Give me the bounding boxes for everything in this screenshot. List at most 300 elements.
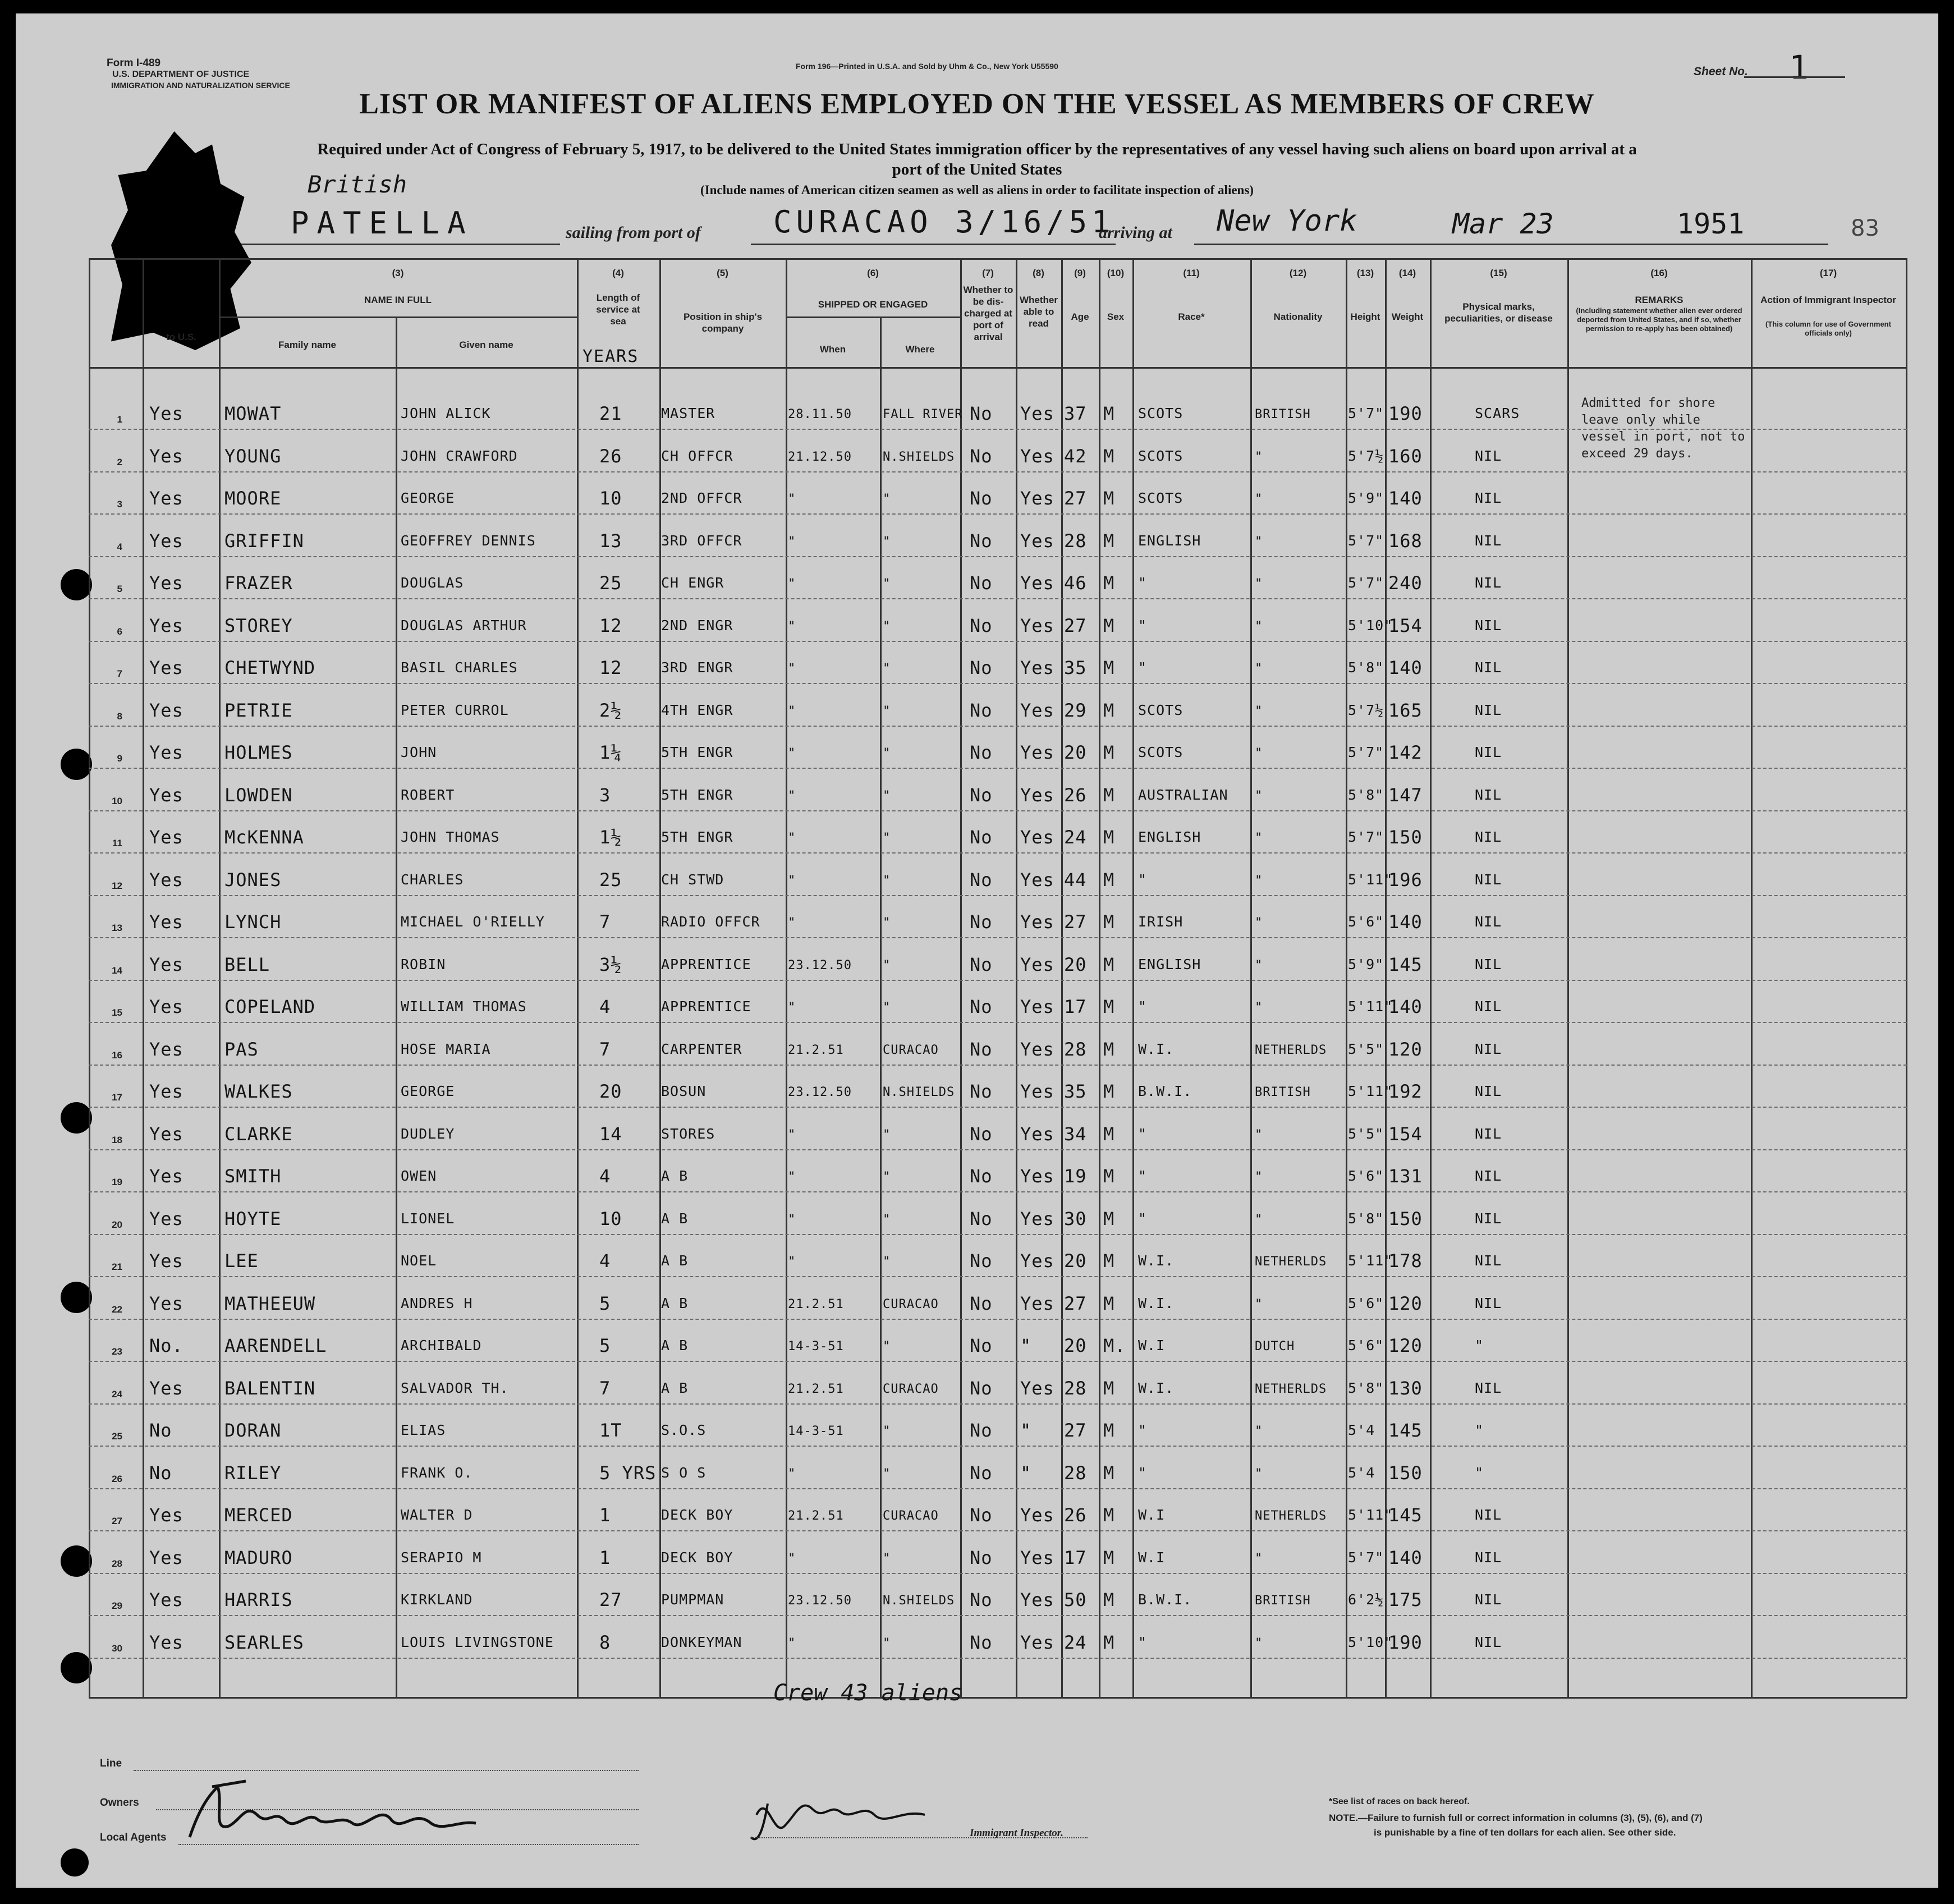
inspector-label: Immigrant Inspector. xyxy=(970,1827,1063,1839)
cell-wt: 150 xyxy=(1388,827,1423,848)
cell-years: 20 xyxy=(599,1081,622,1102)
cell-nat: BRITISH xyxy=(1255,407,1311,421)
row-number: 26 xyxy=(112,1473,122,1484)
inspector-signature xyxy=(745,1781,947,1848)
cell-age: 27 xyxy=(1064,488,1087,509)
cell-where: " xyxy=(883,873,891,888)
sheet-number: 1 xyxy=(1789,48,1809,86)
cell-marks: NIL xyxy=(1475,1210,1502,1227)
col-border xyxy=(786,258,787,1698)
cell-ht: 5'10" xyxy=(1348,617,1393,634)
races-note: *See list of races on back hereof. xyxy=(1329,1797,1470,1806)
cell-read: Yes xyxy=(1020,996,1054,1017)
cell-nat: " xyxy=(1255,788,1263,803)
cell-given: MICHAEL O'RIELLY xyxy=(401,914,545,930)
cell-nat: NETHERLDS xyxy=(1255,1509,1327,1523)
row-rule xyxy=(89,726,1907,727)
family-name-header: Family name xyxy=(278,339,336,350)
cell-wt: 150 xyxy=(1388,1462,1423,1484)
cell-ht: 5'7" xyxy=(1348,532,1384,549)
cell-years: 7 xyxy=(599,911,611,933)
cell-read: Yes xyxy=(1020,1038,1054,1060)
cell-read: Yes xyxy=(1020,784,1054,806)
cell-years: 1¼ xyxy=(599,742,622,763)
cell-years: 10 xyxy=(599,488,622,509)
cell-us: Yes xyxy=(149,1504,184,1526)
row-number: 27 xyxy=(112,1516,122,1526)
cell-where: " xyxy=(883,619,891,634)
cell-ht: 5'6" xyxy=(1348,1295,1384,1311)
read-header: Whether able to read xyxy=(1020,295,1058,329)
row-rule xyxy=(89,1065,1907,1066)
cell-age: 34 xyxy=(1064,1123,1087,1145)
cell-pos: S.O.S xyxy=(661,1422,707,1438)
col-border xyxy=(1250,258,1252,1698)
cell-where: " xyxy=(883,704,891,718)
cell-read: Yes xyxy=(1020,953,1054,975)
punch-hole xyxy=(61,1545,92,1577)
remarks-header: REMARKS xyxy=(1635,295,1684,305)
row-rule xyxy=(89,1022,1907,1023)
cell-age: 20 xyxy=(1064,953,1087,975)
cell-ht: 5'8" xyxy=(1348,1210,1384,1227)
row-number: 7 xyxy=(117,668,122,679)
cell-years: 1 xyxy=(599,1504,611,1526)
cell-where: " xyxy=(883,662,891,676)
row-rule xyxy=(89,1361,1907,1362)
cell-ht: 5'4 xyxy=(1348,1422,1375,1438)
agent-signature xyxy=(178,1770,493,1854)
cell-given: ANDRES H xyxy=(401,1295,473,1311)
cell-ht: 5'6" xyxy=(1348,1337,1384,1354)
cell-marks: NIL xyxy=(1475,1252,1502,1269)
col-border xyxy=(1906,258,1907,1698)
cell-when: " xyxy=(788,1127,796,1142)
cell-dis: No xyxy=(970,911,993,933)
row-number: 14 xyxy=(112,965,122,976)
cell-given: OWEN xyxy=(401,1168,437,1184)
race-header: Race* xyxy=(1178,311,1205,322)
row-rule xyxy=(89,980,1907,981)
cell-marks: NIL xyxy=(1475,914,1502,930)
agents-label: Local Agents xyxy=(100,1832,167,1843)
cell-read: Yes xyxy=(1020,1166,1054,1187)
cell-race: " xyxy=(1138,1464,1148,1481)
cell-sex: M xyxy=(1103,1166,1115,1187)
cell-age: 28 xyxy=(1064,1462,1087,1484)
cell-family: MATHEEUW xyxy=(224,1292,316,1314)
cell-ht: 5'7" xyxy=(1348,1549,1384,1566)
row-rule xyxy=(89,1530,1907,1531)
cell-sex: M xyxy=(1103,1250,1115,1272)
cell-read: Yes xyxy=(1020,530,1054,552)
cell-us: Yes xyxy=(149,1081,184,1102)
cell-sex: M xyxy=(1103,1504,1115,1526)
row-rule xyxy=(89,1615,1907,1616)
cell-years: 5 xyxy=(599,1335,611,1356)
cell-family: MOORE xyxy=(224,488,282,509)
cell-where: " xyxy=(883,577,891,591)
cell-marks: NIL xyxy=(1475,1591,1502,1608)
cell-read: Yes xyxy=(1020,403,1054,424)
cell-age: 17 xyxy=(1064,1547,1087,1568)
row-rule xyxy=(89,1191,1907,1192)
cell-when: " xyxy=(788,746,796,760)
cell-years: 25 xyxy=(599,572,622,594)
cell-given: JOHN THOMAS xyxy=(401,829,500,845)
row-number: 9 xyxy=(117,753,122,764)
cell-wt: 120 xyxy=(1388,1038,1423,1060)
cell-race: W.I. xyxy=(1138,1295,1175,1311)
printer-line: Form 196—Printed in U.S.A. and Sold by Uhm & Co., New York U55590 xyxy=(796,62,1058,71)
cell-years: 4 xyxy=(599,1250,611,1272)
cell-wt: 178 xyxy=(1388,1250,1423,1272)
cell-ht: 5'8" xyxy=(1348,659,1384,676)
row-rule xyxy=(89,768,1907,769)
cell-nat: " xyxy=(1255,873,1263,888)
cell-race: W.I xyxy=(1138,1549,1166,1566)
cell-wt: 150 xyxy=(1388,1208,1423,1229)
cell-family: CLARKE xyxy=(224,1123,293,1145)
cell-years: 3½ xyxy=(599,953,622,975)
cell-pos: APPRENTICE xyxy=(661,956,751,972)
cell-years: 10 xyxy=(599,1208,622,1229)
cell-when: 23.12.50 xyxy=(788,958,852,972)
cell-race: ENGLISH xyxy=(1138,956,1201,972)
cell-family: MERCED xyxy=(224,1504,293,1526)
row-rule xyxy=(89,1573,1907,1574)
cell-dis: No xyxy=(970,657,993,678)
cell-ht: 5'6" xyxy=(1348,1168,1384,1184)
cell-pos: CARPENTER xyxy=(661,1040,742,1057)
cell-us: Yes xyxy=(149,953,184,975)
cell-where: CURACAO xyxy=(883,1297,939,1311)
cell-marks: NIL xyxy=(1475,786,1502,803)
given-name-header: Given name xyxy=(459,339,513,350)
cell-marks: NIL xyxy=(1475,1168,1502,1184)
cell-race: AUSTRALIAN xyxy=(1138,786,1228,803)
cell-ht: 5'6" xyxy=(1348,914,1384,930)
cell-race: " xyxy=(1138,575,1148,591)
col-border xyxy=(1751,258,1753,1698)
cell-when: 28.11.50 xyxy=(788,407,852,421)
col-border xyxy=(143,258,144,1698)
cell-family: GRIFFIN xyxy=(224,530,304,552)
sailing-underline xyxy=(751,244,1116,245)
cell-given: NOEL xyxy=(401,1252,437,1269)
cell-dis: No xyxy=(970,445,993,467)
cell-dis: No xyxy=(970,742,993,763)
cell-nat: " xyxy=(1255,1551,1263,1566)
row-rule xyxy=(89,471,1907,472)
cell-nat: " xyxy=(1255,1127,1263,1142)
cell-when: " xyxy=(788,1466,796,1481)
cell-us: Yes xyxy=(149,1123,184,1145)
cell-given: ROBIN xyxy=(401,956,446,972)
col-border xyxy=(960,258,962,1698)
cell-pos: BOSUN xyxy=(661,1083,707,1099)
cell-pos: CH ENGR xyxy=(661,575,724,591)
cell-us: Yes xyxy=(149,1377,184,1399)
row-rule xyxy=(89,429,1907,430)
col8-number: (8) xyxy=(1033,268,1044,278)
row-number: 15 xyxy=(112,1007,122,1018)
col4-number: (4) xyxy=(612,268,624,278)
cell-dis: No xyxy=(970,1250,993,1272)
cell-family: PETRIE xyxy=(224,699,293,721)
col16-number: (16) xyxy=(1650,268,1668,278)
footer-note-2: is punishable by a fine of ten dollars for each alien. See other side. xyxy=(1374,1827,1676,1838)
cell-pos: 3RD OFFCR xyxy=(661,532,742,549)
cell-wt: 120 xyxy=(1388,1335,1423,1356)
cell-pos: A B xyxy=(661,1379,689,1396)
cell-age: 44 xyxy=(1064,869,1087,891)
cell-pos: APPRENTICE xyxy=(661,998,751,1015)
cell-family: FRAZER xyxy=(224,572,293,594)
cell-sex: M xyxy=(1103,742,1115,763)
cell-given: JOHN CRAWFORD xyxy=(401,447,518,464)
cell-pos: A B xyxy=(661,1295,689,1311)
to-us-header: to U.S. xyxy=(166,332,196,342)
arriving-label: arriving at xyxy=(1099,223,1172,242)
cell-dis: No xyxy=(970,953,993,975)
marks-header: Physical marks, peculiarities, or disease xyxy=(1444,301,1553,324)
col7-number: (7) xyxy=(982,268,994,278)
row-number: 29 xyxy=(112,1600,122,1611)
cell-given: BASIL CHARLES xyxy=(401,659,518,676)
cell-marks: NIL xyxy=(1475,617,1502,634)
cell-read: Yes xyxy=(1020,827,1054,848)
cell-family: MADURO xyxy=(224,1547,293,1568)
cell-where: " xyxy=(883,1339,891,1354)
row-number: 28 xyxy=(112,1558,122,1569)
cell-sex: M xyxy=(1103,784,1115,806)
cell-pos: DECK BOY xyxy=(661,1549,733,1566)
cell-when: " xyxy=(788,619,796,634)
cell-marks: NIL xyxy=(1475,701,1502,718)
cell-when: " xyxy=(788,873,796,888)
col-border xyxy=(1385,258,1387,1698)
punch-hole xyxy=(61,1848,89,1877)
cell-age: 37 xyxy=(1064,403,1087,424)
cell-where: FALL RIVER xyxy=(883,407,963,421)
cell-given: SALVADOR TH. xyxy=(401,1379,509,1396)
cell-where: N.SHIELDS xyxy=(883,1594,955,1608)
cell-read: Yes xyxy=(1020,1208,1054,1229)
cell-marks: NIL xyxy=(1475,490,1502,506)
cell-when: " xyxy=(788,1551,796,1566)
cell-sex: M xyxy=(1103,1123,1115,1145)
cell-us: Yes xyxy=(149,742,184,763)
cell-nat: " xyxy=(1255,534,1263,549)
cell-years: 1T xyxy=(599,1420,622,1441)
cell-wt: 165 xyxy=(1388,699,1423,721)
cell-age: 27 xyxy=(1064,1420,1087,1441)
cell-wt: 145 xyxy=(1388,1420,1423,1441)
cell-where: " xyxy=(883,1636,891,1650)
cell-read: Yes xyxy=(1020,1504,1054,1526)
arrival-date: Mar 23 xyxy=(1452,208,1554,240)
cell-us: Yes xyxy=(149,657,184,678)
cell-where: " xyxy=(883,1255,891,1269)
cell-dis: No xyxy=(970,1208,993,1229)
col-border xyxy=(659,258,661,1698)
cell-where: " xyxy=(883,1424,891,1438)
cell-family: JONES xyxy=(224,869,282,891)
cell-when: " xyxy=(788,704,796,718)
cell-read: Yes xyxy=(1020,488,1054,509)
cell-given: GEORGE xyxy=(401,1083,455,1099)
cell-nat: " xyxy=(1255,1001,1263,1015)
cell-sex: M. xyxy=(1103,1335,1126,1356)
row-number: 30 xyxy=(112,1643,122,1654)
cell-where: " xyxy=(883,831,891,845)
cell-read: Yes xyxy=(1020,445,1054,467)
subheader-line xyxy=(219,316,577,318)
row-number: 2 xyxy=(117,456,122,467)
cell-years: 25 xyxy=(599,869,622,891)
cell-pos: PUMPMAN xyxy=(661,1591,724,1608)
cell-us: Yes xyxy=(149,1208,184,1229)
cell-pos: 2ND OFFCR xyxy=(661,490,742,506)
vessel-name: PATELLA xyxy=(291,205,474,241)
cell-age: 28 xyxy=(1064,1038,1087,1060)
col-border xyxy=(1099,258,1100,1698)
cell-where: CURACAO xyxy=(883,1043,939,1057)
row-number: 8 xyxy=(117,710,122,722)
cell-dis: No xyxy=(970,1081,993,1102)
cell-race: " xyxy=(1138,1634,1148,1650)
page-stamp: 83 xyxy=(1851,215,1879,241)
row-number: 23 xyxy=(112,1346,122,1357)
col12-number: (12) xyxy=(1289,268,1307,278)
cell-wt: 147 xyxy=(1388,784,1423,806)
col9-number: (9) xyxy=(1074,268,1086,278)
cell-nat: " xyxy=(1255,746,1263,760)
sailing-port: CURACAO 3/16/51 xyxy=(773,204,1114,240)
arriving-port: New York xyxy=(1217,204,1357,238)
cell-wt: 196 xyxy=(1388,869,1423,891)
cell-ht: 5'9" xyxy=(1348,956,1384,972)
col11-number: (11) xyxy=(1183,268,1200,278)
cell-read: Yes xyxy=(1020,911,1054,933)
cell-nat: NETHERLDS xyxy=(1255,1255,1327,1269)
cell-family: CHETWYND xyxy=(224,657,316,678)
cell-read: " xyxy=(1020,1420,1032,1441)
cell-given: LOUIS LIVINGSTONE xyxy=(401,1634,554,1650)
col5-number: (5) xyxy=(717,268,728,278)
cell-dis: No xyxy=(970,488,993,509)
cell-age: 35 xyxy=(1064,657,1087,678)
row-number: 13 xyxy=(112,923,122,933)
cell-sex: M xyxy=(1103,869,1115,891)
cell-pos: A B xyxy=(661,1337,689,1354)
row-number: 6 xyxy=(117,626,122,637)
cell-where: CURACAO xyxy=(883,1382,939,1396)
cell-dis: No xyxy=(970,1166,993,1187)
cell-when: " xyxy=(788,534,796,549)
row-number: 20 xyxy=(112,1219,122,1230)
cell-race: SCOTS xyxy=(1138,447,1184,464)
cell-given: JOHN ALICK xyxy=(401,405,491,421)
cell-wt: 140 xyxy=(1388,488,1423,509)
row-number: 11 xyxy=(112,838,122,848)
cell-nat: " xyxy=(1255,1636,1263,1650)
cell-years: 4 xyxy=(599,996,611,1017)
cell-years: 5 xyxy=(599,1292,611,1314)
col6-number: (6) xyxy=(867,268,879,278)
col14-number: (14) xyxy=(1398,268,1416,278)
cell-pos: MASTER xyxy=(661,405,715,421)
cell-where: " xyxy=(883,1170,891,1184)
cell-read: Yes xyxy=(1020,1292,1054,1314)
cell-pos: RADIO OFFCR xyxy=(661,914,760,930)
cell-pos: STORES xyxy=(661,1125,715,1142)
cell-ht: 5'9" xyxy=(1348,490,1384,506)
row-number: 21 xyxy=(112,1261,122,1272)
cell-marks: NIL xyxy=(1475,998,1502,1015)
cell-read: Yes xyxy=(1020,1377,1054,1399)
cell-us: Yes xyxy=(149,1166,184,1187)
cell-us: Yes xyxy=(149,911,184,933)
cell-us: Yes xyxy=(149,784,184,806)
cell-when: " xyxy=(788,1212,796,1227)
cell-where: " xyxy=(883,1212,891,1227)
row-number: 16 xyxy=(112,1049,122,1061)
cell-years: 21 xyxy=(599,403,622,424)
cell-wt: 140 xyxy=(1388,996,1423,1017)
col17-number: (17) xyxy=(1819,268,1837,278)
page-title: LIST OR MANIFEST OF ALIENS EMPLOYED ON THE VESSEL AS MEMBERS OF CREW xyxy=(359,88,1595,120)
cell-marks: NIL xyxy=(1475,1125,1502,1142)
cell-nat: " xyxy=(1255,1170,1263,1184)
vessel-nationality: British xyxy=(308,171,407,198)
cell-years: 7 xyxy=(599,1038,611,1060)
cell-us: Yes xyxy=(149,530,184,552)
cell-where: " xyxy=(883,788,891,803)
cell-dis: No xyxy=(970,1123,993,1145)
cell-race: " xyxy=(1138,1210,1148,1227)
row-number: 24 xyxy=(112,1388,122,1400)
cell-race: SCOTS xyxy=(1138,490,1184,506)
cell-family: SEARLES xyxy=(224,1631,304,1653)
cell-family: LOWDEN xyxy=(224,784,293,806)
cell-pos: A B xyxy=(661,1210,689,1227)
row-rule xyxy=(89,1488,1907,1489)
cell-read: Yes xyxy=(1020,869,1054,891)
cell-wt: 154 xyxy=(1388,614,1423,636)
cell-age: 30 xyxy=(1064,1208,1087,1229)
cell-race: " xyxy=(1138,998,1148,1015)
cell-dis: No xyxy=(970,1504,993,1526)
cell-given: PETER CURROL xyxy=(401,701,509,718)
cell-given: FRANK O. xyxy=(401,1464,473,1481)
col-border xyxy=(1061,258,1063,1698)
cell-family: SMITH xyxy=(224,1166,282,1187)
cell-nat: " xyxy=(1255,958,1263,972)
cell-read: Yes xyxy=(1020,1589,1054,1611)
row-rule xyxy=(89,1319,1907,1320)
action-subheader: (This column for use of Government officials only) xyxy=(1765,320,1891,337)
cell-pos: 3RD ENGR xyxy=(661,659,733,676)
cell-sex: M xyxy=(1103,1589,1115,1611)
cell-sex: M xyxy=(1103,1631,1115,1653)
cell-when: 23.12.50 xyxy=(788,1594,852,1608)
col-border xyxy=(1346,258,1347,1698)
cell-nat: NETHERLDS xyxy=(1255,1382,1327,1396)
cell-sex: M xyxy=(1103,953,1115,975)
subheader-line xyxy=(786,316,960,318)
